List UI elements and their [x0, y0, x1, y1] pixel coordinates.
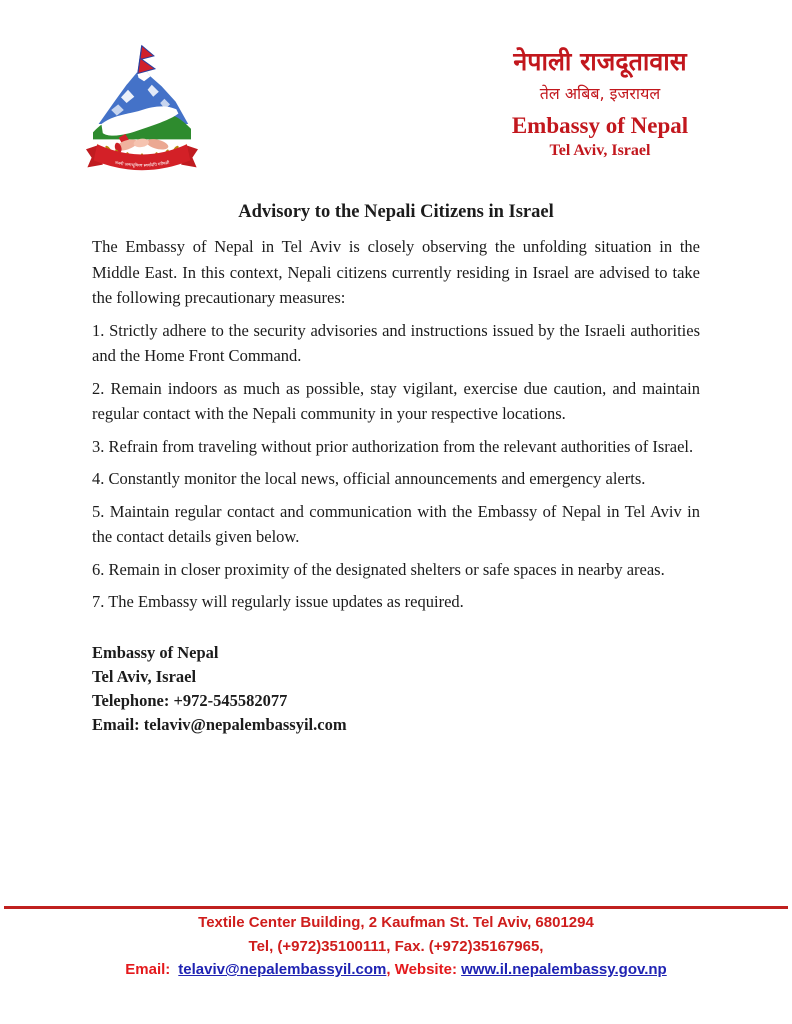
contact-embassy-name: Embassy of Nepal	[92, 642, 219, 662]
advisory-point-2: 2. Remain indoors as much as possible, stay vigilant, exercise due caution, and maintain regular contact with the Nepali community in your respective locations.	[92, 378, 700, 423]
footer	[0, 911, 792, 982]
footer-comma: ,	[386, 961, 391, 978]
emblem-motto: जननी जन्मभूमिश्च स्वर्गादपि गरीयसी	[114, 159, 170, 168]
contact-email: Email: telaviv@nepalembassyil.com	[92, 714, 347, 734]
advisory-point-3: 3. Refrain from traveling without prior authorization from the relevant authorities of Israel.	[92, 436, 694, 456]
embassy-location: Tel Aviv, Israel	[549, 142, 651, 159]
embassy-name-devanagari: नेपाली राजदूतावास	[513, 47, 687, 76]
advisory-point-7: 7. The Embassy will regularly issue updates as required.	[92, 592, 464, 611]
footer-email-link[interactable]: telaviv@nepalembassyil.com	[178, 961, 387, 978]
footer-telfax: Tel, (+972)35100111, Fax. (+972)35167965,	[248, 937, 544, 955]
footer-contact-line	[0, 958, 792, 982]
nepal-emblem-icon	[72, 40, 212, 180]
advisory-intro: The Embassy of Nepal in Tel Aviv is closely observing the unfolding situation in the Middle East. In this context, Nepali citizens currently residing in Israel are advised to take the following precautionary measures:	[92, 237, 700, 307]
advisory-point-5: 5. Maintain regular contact and communication with the Embassy of Nepal in Tel Aviv in the contact details given below.	[92, 501, 700, 546]
footer-address: Textile Center Building, 2 Kaufman St. Tel Aviv, 6801294	[198, 914, 594, 931]
masthead	[468, 46, 732, 161]
contact-telephone: Telephone: +972-545582077	[92, 690, 288, 710]
contact-location: Tel Aviv, Israel	[92, 666, 197, 686]
motto-banner	[86, 144, 198, 170]
advisory-point-4: 4. Constantly monitor the local news, official announcements and emergency alerts.	[92, 469, 646, 488]
footer-website-label: Website:	[394, 961, 457, 978]
page-title: Advisory to the Nepali Citizens in Israel	[238, 202, 554, 222]
advisory-body	[92, 198, 700, 737]
footer-rule	[4, 906, 788, 909]
advisory-point-1: 1. Strictly adhere to the security advisories and instructions issued by the Israeli authorities and the Home Front Command.	[92, 320, 700, 365]
footer-website-link[interactable]: www.il.nepalembassy.gov.np	[461, 961, 667, 978]
footer-email-label: Email:	[125, 961, 171, 978]
embassy-location-devanagari: तेल अबिब, इजरायल	[539, 84, 661, 103]
embassy-name: Embassy of Nepal	[511, 113, 689, 138]
contact-block	[92, 641, 700, 737]
advisory-point-6: 6. Remain in closer proximity of the designated shelters or safe spaces in nearby areas.	[92, 559, 665, 579]
nepal-flag-icon	[138, 46, 158, 76]
